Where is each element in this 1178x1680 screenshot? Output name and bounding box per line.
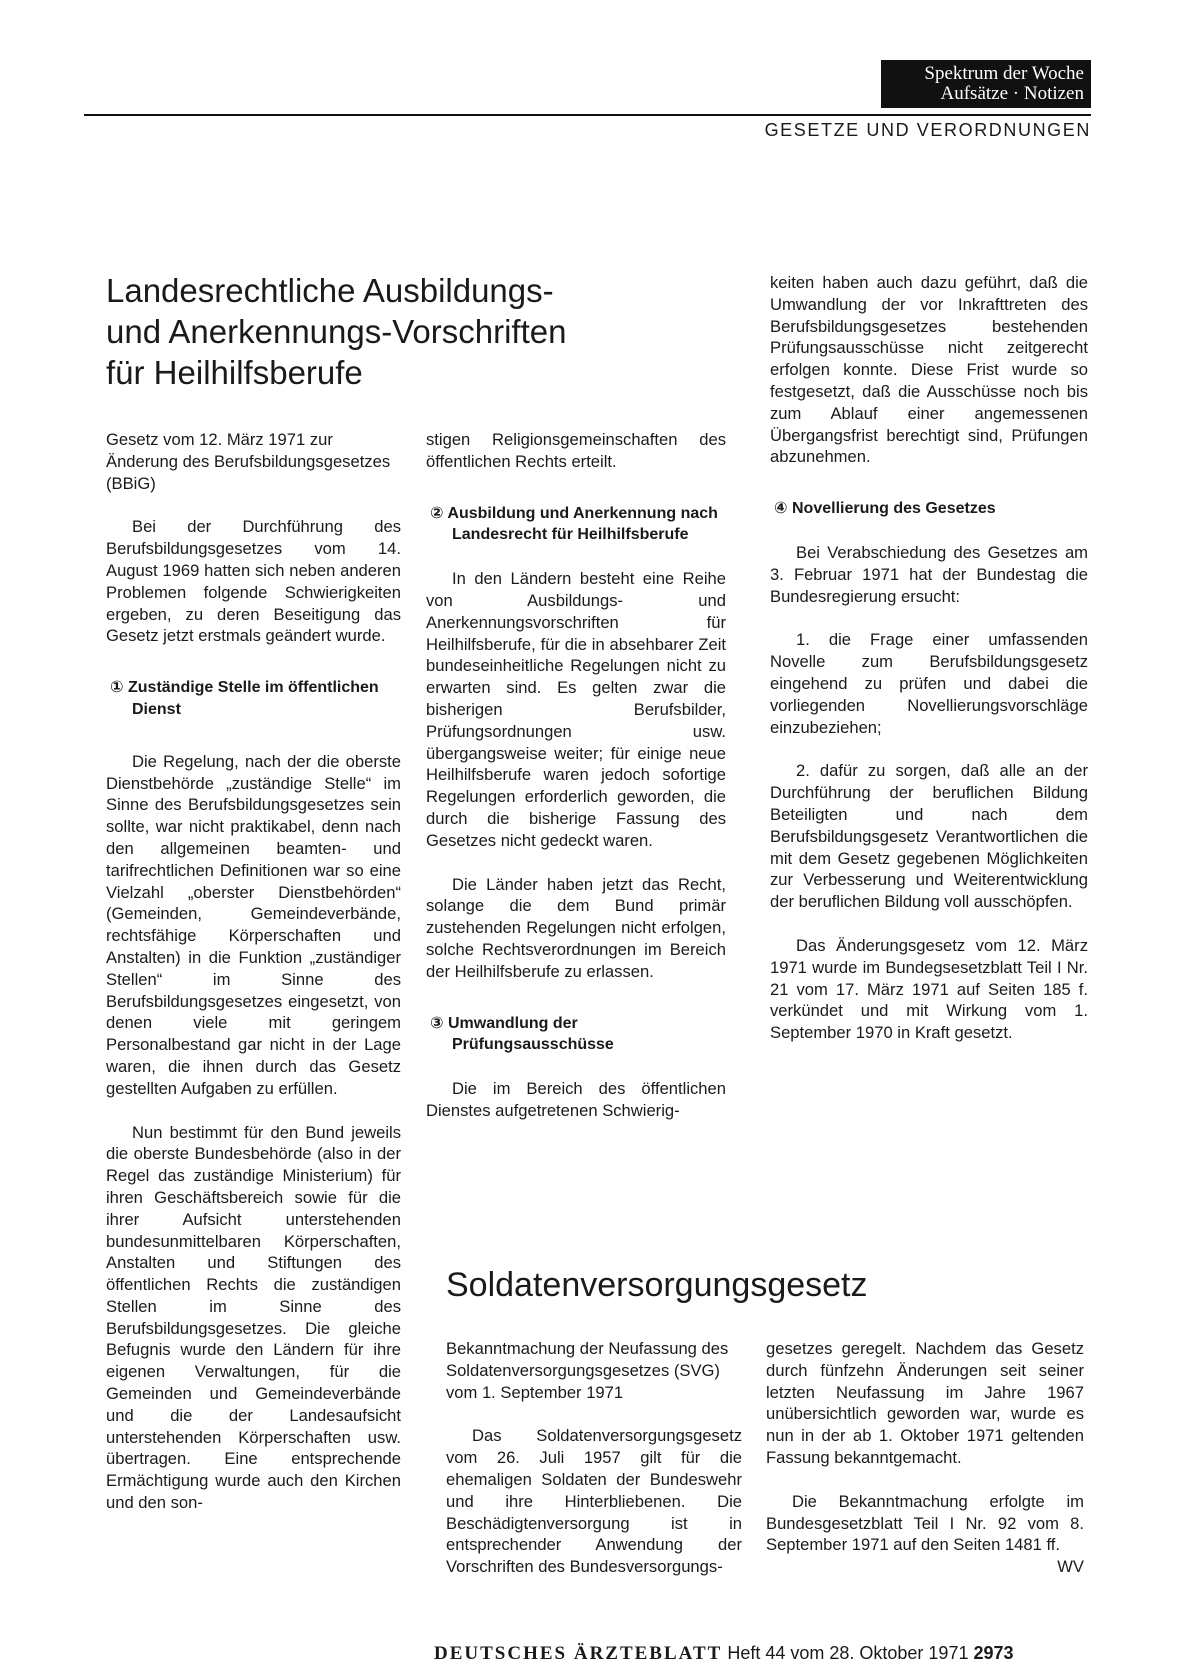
paragraph (766, 1491, 1084, 1577)
article-2-column-2 (766, 1338, 1084, 1578)
paragraph: Nun bestimmt für den Bund jeweils die oberste Bundesbehörde (also in der Regel das zuständige Ministerium) für ihren Geschäftsbereich sowie für die ihrer Aufsicht unterstehenden bundesunmittelbaren Körperschaften, Anstalten und Stiftungen des öffentlichen Rechts die zuständigen Stellen im Sinne des Berufsbildungsgesetzes. Die gleiche Befugnis wurde den Ländern für ihre eigenen Verwaltungen, für die Gemeinden und Gemeindeverbände und die der Landesaufsicht unterstehenden Körperschaften usw. übertragen. Eine entsprechende Ermächtigung wurde auch den Kirchen und den son- (106, 1122, 401, 1513)
article-1-column-3 (770, 272, 1088, 1044)
article-1-column-1 (106, 429, 401, 1514)
badge-line-1: Spektrum der Woche (924, 63, 1084, 84)
paragraph: 1. die Frage einer umfassenden Novelle zum Berufsbildungsgesetz eingehend zu prüfen und dabei die vorliegenden Novellierungsvorschläge einzubeziehen; (770, 630, 1088, 737)
page-number: 2973 (973, 1643, 1014, 1663)
article-2-subtitle: Bekanntmachung der Neufassung des Soldatenversorgungsgesetzes (SVG) vom 1. September 1971 (446, 1339, 729, 1402)
paragraph: gesetzes geregelt. Nachdem das Gesetz durch fünfzehn Änderungen seit seiner letzten Neufassung im Jahre 1967 unübersichtlich geworden war, wurde es nun in der ab 1. Oktober 1971 geltenden Fassung bekanntgemacht. (766, 1339, 1084, 1467)
title-line-2: und Anerkennungs-Vorschriften (106, 313, 567, 350)
article-1-title (106, 270, 566, 393)
paragraph: stigen Religionsgemeinschaften des öffentlichen Rechts erteilt. (426, 430, 726, 471)
article-2-title: Soldatenversorgungsgesetz (446, 1266, 868, 1304)
section-heading-1: ① Zuständige Stelle im öffentlichen Dienst (110, 679, 379, 718)
article-1-subtitle: Gesetz vom 12. März 1971 zur Änderung des Berufsbildungsgesetzes (BBiG) (106, 430, 391, 493)
paragraph: Die im Bereich des öffentlichen Dienstes aufgetretenen Schwierig- (426, 1079, 726, 1120)
magazine-name: DEUTSCHES ÄRZTEBLATT (434, 1643, 723, 1664)
title-line-1: Landesrechtliche Ausbildungs- (106, 272, 554, 309)
badge-line-2: Aufsätze · Notizen (940, 83, 1084, 104)
section-title: GESETZE UND VERORDNUNGEN (764, 120, 1091, 140)
paragraph-text: Die Bekanntmachung erfolgte im Bundesgesetzblatt Teil I Nr. 92 vom 8. September 1971 auf den Seiten 1481 ff. (766, 1491, 1084, 1555)
section-heading-3: ③ Umwandlung der Prüfungsausschüsse (430, 1014, 614, 1054)
section-heading-4: ④ Novellierung des Gesetzes (774, 500, 996, 518)
section-badge (881, 60, 1091, 108)
paragraph: Bei der Durchführung des Berufsbildungsgesetzes vom 14. August 1969 hatten sich neben anderen Problemen folgende Schwierigkeiten ergeben, zu deren Beseitigung das Gesetz jetzt erstmals geändert wurde. (106, 517, 401, 646)
paragraph: In den Ländern besteht eine Reihe von Ausbildungs- und Anerkennungsvorschriften für Heilhilfsberufe, für die in absehbarer Zeit bundeseinheitliche Regelungen nicht zu erwarten sind. Es gelten zwar die bisherigen Berufsbilder, Prüfungsordnungen usw. übergangsweise weiter; für einige neue Heilhilfsberufe waren jedoch sofortige Regelungen erforderlich geworden, die durch die bisherige Fassung des Gesetzes nicht gedeckt waren. (426, 569, 726, 850)
paragraph: Das Änderungsgesetz vom 12. März 1971 wurde im Bundegsesetzblatt Teil I Nr. 21 vom 17. März 1971 auf Seiten 185 f. verkündet und mit Wirkung vom 1. September 1970 in Kraft gesetzt. (770, 935, 1088, 1043)
section-heading-2: ② Ausbildung und Anerkennung nach Landesrecht für Heilhilfsberufe (430, 504, 718, 544)
title-line-3: für Heilhilfsberufe (106, 354, 363, 391)
author-signature: WV (1057, 1557, 1084, 1577)
page-footer (434, 1643, 1014, 1665)
paragraph: Bei Verabschiedung des Gesetzes am 3. Februar 1971 hat der Bundestag die Bundesregierung ersucht: (770, 542, 1088, 606)
paragraph: 2. dafür zu sorgen, daß alle an der Durchführung der beruflichen Bildung Beteiligten und nach dem Berufsbildungsgesetz Verantwortlichen die mit dem Gesetz gegebenen Möglichkeiten zur Verbesserung und Weiterentwicklung der beruflichen Bildung voll ausschöpfen. (770, 761, 1088, 912)
issue-info: Heft 44 vom 28. Oktober 1971 (727, 1643, 969, 1663)
paragraph: keiten haben auch dazu geführt, daß die Umwandlung der vor Inkrafttreten des Berufsbildungsgesetzes bestehenden Prüfungsausschüsse nicht zeitgerecht erfolgen konnte. Diese Frist wurde so festgesetzt, daß die Ausschüsse noch bis zum Ablauf einer angemessenen Übergangsfrist berechtigt sind, Prüfungen abzunehmen. (770, 273, 1088, 467)
article-1-column-2 (426, 429, 726, 1122)
paragraph: Die Regelung, nach der die oberste Dienstbehörde „zuständige Stelle“ im Sinne des Berufsbildungsgesetzes sein sollte, war nicht praktikabel, denn nach den allgemeinen beamten- und tarifrechtlichen Definitionen war so eine Vielzahl „oberster Dienstbehörden“ (Gemeinden, Gemeindeverbände, rechtsfähige Körperschaften und Anstalten) in die Funktion „zuständiger Stellen“ im Sinne des Berufsbildungsgesetzes eingesetzt, von denen viele mit geringem Personalbestand gar nicht in der Lage waren, die ihnen durch das Gesetz gestellten Aufgaben zu erfüllen. (106, 751, 401, 1098)
header-rule (84, 114, 1091, 116)
paragraph: Die Länder haben jetzt das Recht, solange die dem Bund primär zustehenden Regelungen nicht erfolgen, solche Rechtsverordnungen im Bereich der Heilhilfsberufe zu erlassen. (426, 874, 726, 981)
paragraph: Das Soldatenversorgungsgesetz vom 26. Juli 1957 gilt für die ehemaligen Soldaten der Bundeswehr und ihre Hinterbliebenen. Die Beschädigtenversorgung ist in entsprechender Anwendung der Vorschriften des Bundesversorgungs- (446, 1426, 742, 1577)
article-2-column-1 (446, 1338, 742, 1578)
